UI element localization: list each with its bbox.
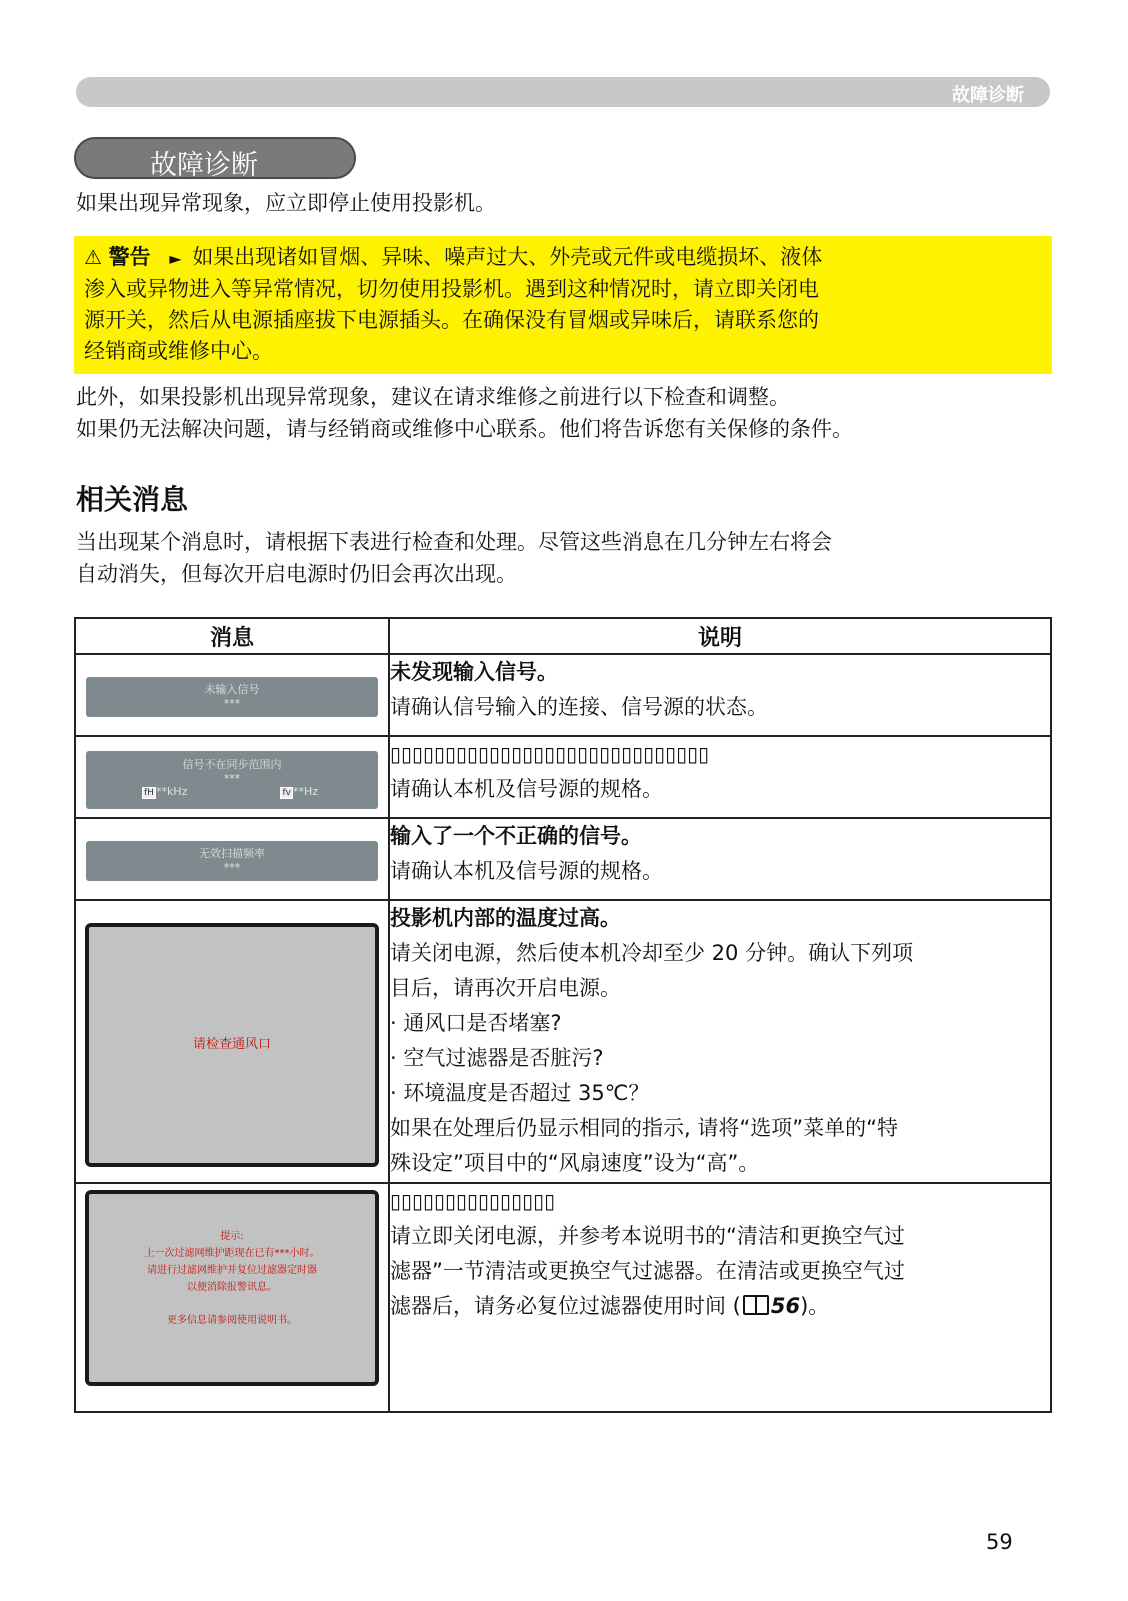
description-line: 请立即关闭电源，并参考本说明书的“清洁和更换空气过 (390, 1224, 905, 1248)
warning-line: 经销商或维修中心。 (84, 339, 273, 363)
description-cell (389, 736, 1051, 818)
message-cell (75, 654, 389, 736)
message-cell (75, 900, 389, 1183)
warning-triangle-icon: ⚠ (84, 245, 102, 269)
subheading-related-messages: 相关消息 (76, 483, 189, 516)
message-screen-check-vent (85, 923, 379, 1167)
messages-table (74, 617, 1052, 1413)
description-title: ▯▯▯▯▯▯▯▯▯▯▯▯▯▯▯▯▯▯▯▯▯▯▯▯▯▯▯▯▯ (390, 742, 710, 766)
screen-text: 请检查通风口 (192, 1037, 271, 1052)
description-cell (389, 900, 1051, 1183)
message-cell (75, 818, 389, 900)
section-title-pill (74, 137, 356, 179)
header-bar (76, 77, 1050, 107)
description-line: 请确认信号输入的连接、信号源的状态。 (390, 695, 768, 719)
screen-text: *** (223, 861, 241, 874)
paragraph-line: 此外，如果投影机出现异常现象，建议在请求维修之前进行以下检查和调整。 (76, 385, 790, 409)
table-row (75, 654, 1051, 736)
intro-text: 如果出现异常现象，应立即停止使用投影机。 (76, 191, 496, 215)
description-line: 殊设定”项目中的“风扇速度”设为“高”。 (390, 1151, 760, 1175)
warning-line: 源开关，然后从电源插座拔下电源插头。在确保没有冒烟或异味后，请联系您的 (84, 308, 819, 332)
screen-text: 信号不在同步范围内 (182, 758, 282, 771)
description-cell (389, 818, 1051, 900)
table-row (75, 900, 1051, 1183)
paragraph-checks (76, 381, 1066, 445)
message-screen-sync-range (86, 751, 378, 809)
description-text: )。 (800, 1294, 830, 1318)
description-text: 滤器后，请务必复位过滤器使用时间 ( (390, 1294, 741, 1318)
warning-label: 警告 (108, 245, 151, 269)
page-reference-link[interactable]: 56 (770, 1294, 801, 1318)
message-screen-no-signal (86, 677, 378, 717)
description-line: · 环境温度是否超过 35℃？ (390, 1081, 650, 1105)
warning-line: 渗入或异物进入等异常情况，切勿使用投影机。遇到这种情况时，请立即关闭电 (84, 277, 819, 301)
description-line: 请确认本机及信号源的规格。 (390, 859, 663, 883)
description-line: 如果在处理后仍显示相同的指示, 请将“选项”菜单的“特 (390, 1116, 898, 1140)
fv-icon: fv (282, 788, 291, 798)
table-row (75, 736, 1051, 818)
screen-text: 请进行过滤网维护并复位过滤器定时器 (147, 1265, 317, 1276)
message-screen-filter-reminder (85, 1190, 379, 1386)
message-screen-invalid-scan (86, 841, 378, 881)
screen-text: 提示: (220, 1231, 244, 1242)
warning-line: 如果出现诸如冒烟、异味、噪声过大、外壳或元件或电缆损坏、液体 (192, 245, 823, 269)
screen-text: **Hz (292, 785, 318, 798)
warning-box (74, 236, 1052, 374)
header-message: 消息 (75, 618, 389, 654)
arrow-icon: ► (169, 249, 182, 268)
paragraph-line: 自动消失，但每次开启电源时仍旧会再次出现。 (76, 562, 517, 586)
description-line (390, 1289, 1050, 1324)
table-row (75, 818, 1051, 900)
page-number: 59 (986, 1530, 1013, 1554)
fh-icon: fH (144, 788, 154, 798)
description-title: 未发现输入信号。 (390, 660, 558, 684)
screen-text: **kHz (155, 785, 188, 798)
message-cell (75, 1183, 389, 1412)
screen-text: 无效扫描频率 (199, 847, 265, 860)
description-line: 滤器”一节清洁或更换空气过滤器。在清洁或更换空气过 (390, 1259, 905, 1283)
description-line: · 空气过滤器是否脏污? (390, 1046, 604, 1070)
description-line: 目后，请再次开启电源。 (390, 976, 621, 1000)
description-title: 投影机内部的温度过高。 (390, 906, 621, 930)
description-title: 输入了一个不正确的信号。 (390, 824, 642, 848)
table-header-row (75, 618, 1051, 654)
table-row (75, 1183, 1051, 1412)
description-line: 请关闭电源，然后使本机冷却至少 20 分钟。确认下列项 (390, 941, 914, 965)
paragraph-line: 如果仍无法解决问题，请与经销商或维修中心联系。他们将告诉您有关保修的条件。 (76, 417, 853, 441)
description-line: · 通风口是否堵塞? (390, 1011, 562, 1035)
description-title: ▯▯▯▯▯▯▯▯▯▯▯▯▯▯▯ (390, 1189, 556, 1213)
description-cell (389, 654, 1051, 736)
message-cell (75, 736, 389, 818)
book-icon (743, 1295, 769, 1315)
header-label: 故障诊断 (952, 85, 1024, 106)
paragraph-messages (76, 526, 1056, 590)
screen-text: *** (223, 697, 241, 710)
paragraph-line: 当出现某个消息时，请根据下表进行检查和处理。尽管这些消息在几分钟左右将会 (76, 530, 832, 554)
screen-text: 以便消除报警讯息。 (187, 1282, 277, 1293)
screen-text: 上一次过滤网维护距现在已有***小时。 (144, 1248, 320, 1259)
screen-text: *** (223, 772, 241, 785)
description-cell (389, 1183, 1051, 1412)
screen-text: 未输入信号 (204, 683, 260, 696)
description-line: 请确认本机及信号源的规格。 (390, 777, 663, 801)
header-description: 说明 (389, 618, 1051, 654)
section-title: 故障诊断 (150, 150, 258, 181)
screen-text: 更多信息请参阅使用说明书。 (167, 1315, 297, 1326)
